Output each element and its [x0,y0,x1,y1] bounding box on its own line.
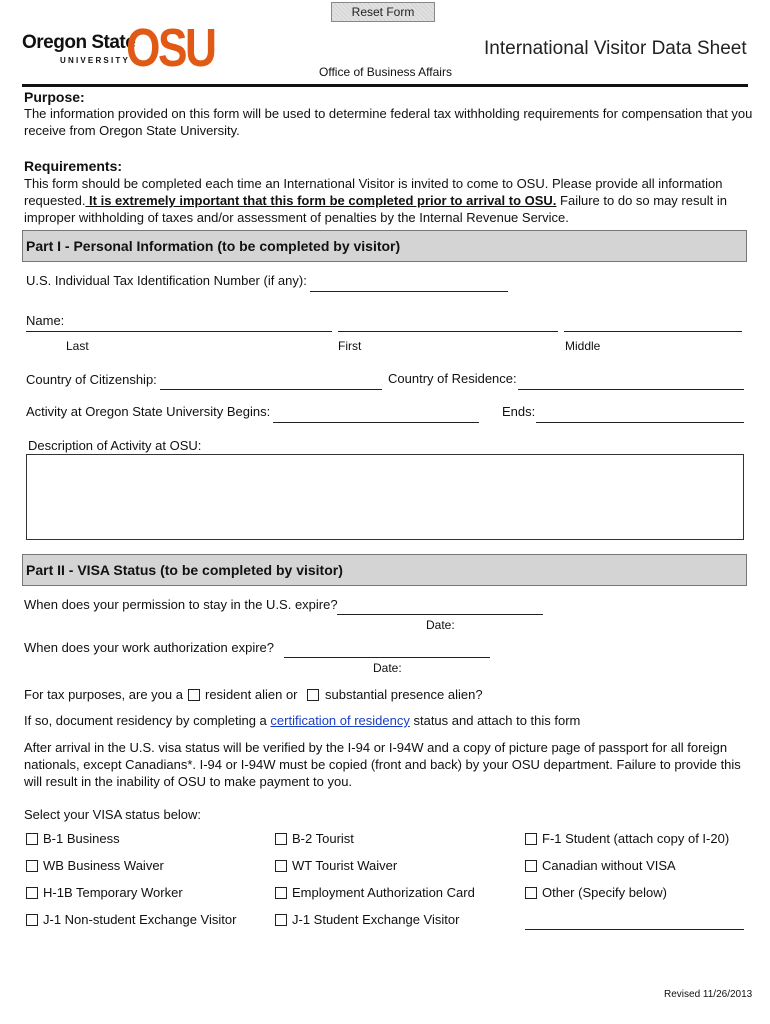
visa-j1-student-label: J-1 Student Exchange Visitor [292,912,460,927]
visa-h1b-checkbox[interactable] [26,887,38,899]
resident-alien-checkbox[interactable] [188,689,200,701]
work-date-label: Date: [373,661,402,675]
tax-purposes-label: For tax purposes, are you a [24,687,183,702]
substantial-presence-label: substantial presence alien? [325,687,483,702]
citizenship-field[interactable] [160,389,382,390]
residency-text-before: If so, document residency by completing a [24,713,271,728]
header-rule [22,84,748,87]
description-textarea[interactable] [26,454,744,540]
activity-ends-label: Ends: [502,404,536,419]
last-name-field[interactable] [26,331,332,332]
visa-b2-checkbox[interactable] [275,833,287,845]
requirements-emphasis: It is extremely important that this form be completed prior to arrival to OSU. [85,193,557,208]
select-visa-label: Select your VISA status below: [24,807,202,822]
purpose-text: The information provided on this form will be used to determine federal tax withholding requirements for compensation that you receive from Oregon State University. [24,106,753,138]
purpose-heading: Purpose: [24,89,85,105]
residency-text-after: status and attach to this form [409,713,581,728]
substantial-presence-checkbox[interactable] [307,689,319,701]
residency-text [24,713,580,729]
part2-section-header [22,554,747,586]
visa-wt-checkbox[interactable] [275,860,287,872]
visa-f1-label: F-1 Student (attach copy of I-20) [542,831,730,846]
visa-f1-checkbox[interactable] [525,833,537,845]
work-expire-label: When does your work authorization expire? [24,640,275,655]
work-expire-field[interactable] [284,657,490,658]
visa-canadian-checkbox[interactable] [525,860,537,872]
stay-date-label: Date: [426,618,455,632]
visa-j1-student-checkbox[interactable] [275,914,287,926]
visa-wb-label: WB Business Waiver [43,858,164,873]
first-label: First [338,339,362,353]
part2-heading: Part II - VISA Status (to be completed by visitor) [26,562,343,578]
visa-h1b-label: H-1B Temporary Worker [43,885,183,900]
requirements-text [24,175,744,226]
stay-expire-label: When does your permission to stay in the U.S. expire? [24,597,338,612]
visa-b1-checkbox[interactable] [26,833,38,845]
visa-wt-label: WT Tourist Waiver [292,858,398,873]
part1-heading: Part I - Personal Information (to be completed by visitor) [26,238,401,254]
name-label: Name: [26,313,65,328]
logo-osu: OSU [126,18,215,78]
visa-ead-label: Employment Authorization Card [292,885,475,900]
part1-section-header [22,230,747,262]
resident-alien-label: resident alien or [205,687,298,702]
requirements-heading: Requirements: [24,158,123,174]
arrival-text: After arrival in the U.S. visa status will be verified by the I-94 or I-94W and a copy of picture page of passport for all foreign nationals, except Canadians*. I-94 or I-94W must be copied (front and back) by your OSU department. Failure to provide this will result in the inability of OSU to make payment to you. [24,740,741,789]
description-label: Description of Activity at OSU: [28,438,202,453]
last-label: Last [66,339,89,353]
logo-oregon-state: Oregon State [22,32,136,53]
itin-label: U.S. Individual Tax Identification Number (if any): [26,273,307,288]
office-name: Office of Business Affairs [319,65,452,79]
revised-date: Revised 11/26/2013 [664,989,753,1000]
visa-ead-checkbox[interactable] [275,887,287,899]
first-name-field[interactable] [338,331,558,332]
visa-other-specify-field[interactable] [525,929,744,930]
visa-wb-checkbox[interactable] [26,860,38,872]
visa-j1-nonstudent-label: J-1 Non-student Exchange Visitor [43,912,237,927]
visa-b2-label: B-2 Tourist [292,831,354,846]
osu-logo [22,18,215,80]
middle-name-field[interactable] [564,331,742,332]
visa-other-checkbox[interactable] [525,887,537,899]
activity-begins-label: Activity at Oregon State University Begins: [26,404,271,419]
visa-b1-label: B-1 Business [43,831,120,846]
activity-begins-field[interactable] [273,422,479,423]
visa-canadian-label: Canadian without VISA [542,858,676,873]
certification-of-residency-link[interactable]: certification of residency [270,713,410,728]
requirements-text-before: This form should be completed each time an International Visitor is invited to come to OSU. Please provide all information requested. [24,176,723,208]
residence-field[interactable] [518,389,744,390]
requirements-text-after: Failure to do so may result in improper withholding of taxes and/or assessment of penalties by the Internal Revenue Service. [24,193,727,225]
citizenship-label: Country of Citizenship: [26,372,157,387]
page-title: International Visitor Data Sheet [484,38,747,59]
middle-label: Middle [565,339,601,353]
visa-j1-nonstudent-checkbox[interactable] [26,914,38,926]
itin-field[interactable] [310,291,508,292]
activity-ends-field[interactable] [536,422,744,423]
residence-label: Country of Residence: [388,371,517,386]
stay-expire-field[interactable] [337,614,543,615]
logo-university: UNIVERSITY [60,56,131,65]
visa-other-label: Other (Specify below) [542,885,667,900]
reset-form-button[interactable]: Reset Form [331,2,435,22]
